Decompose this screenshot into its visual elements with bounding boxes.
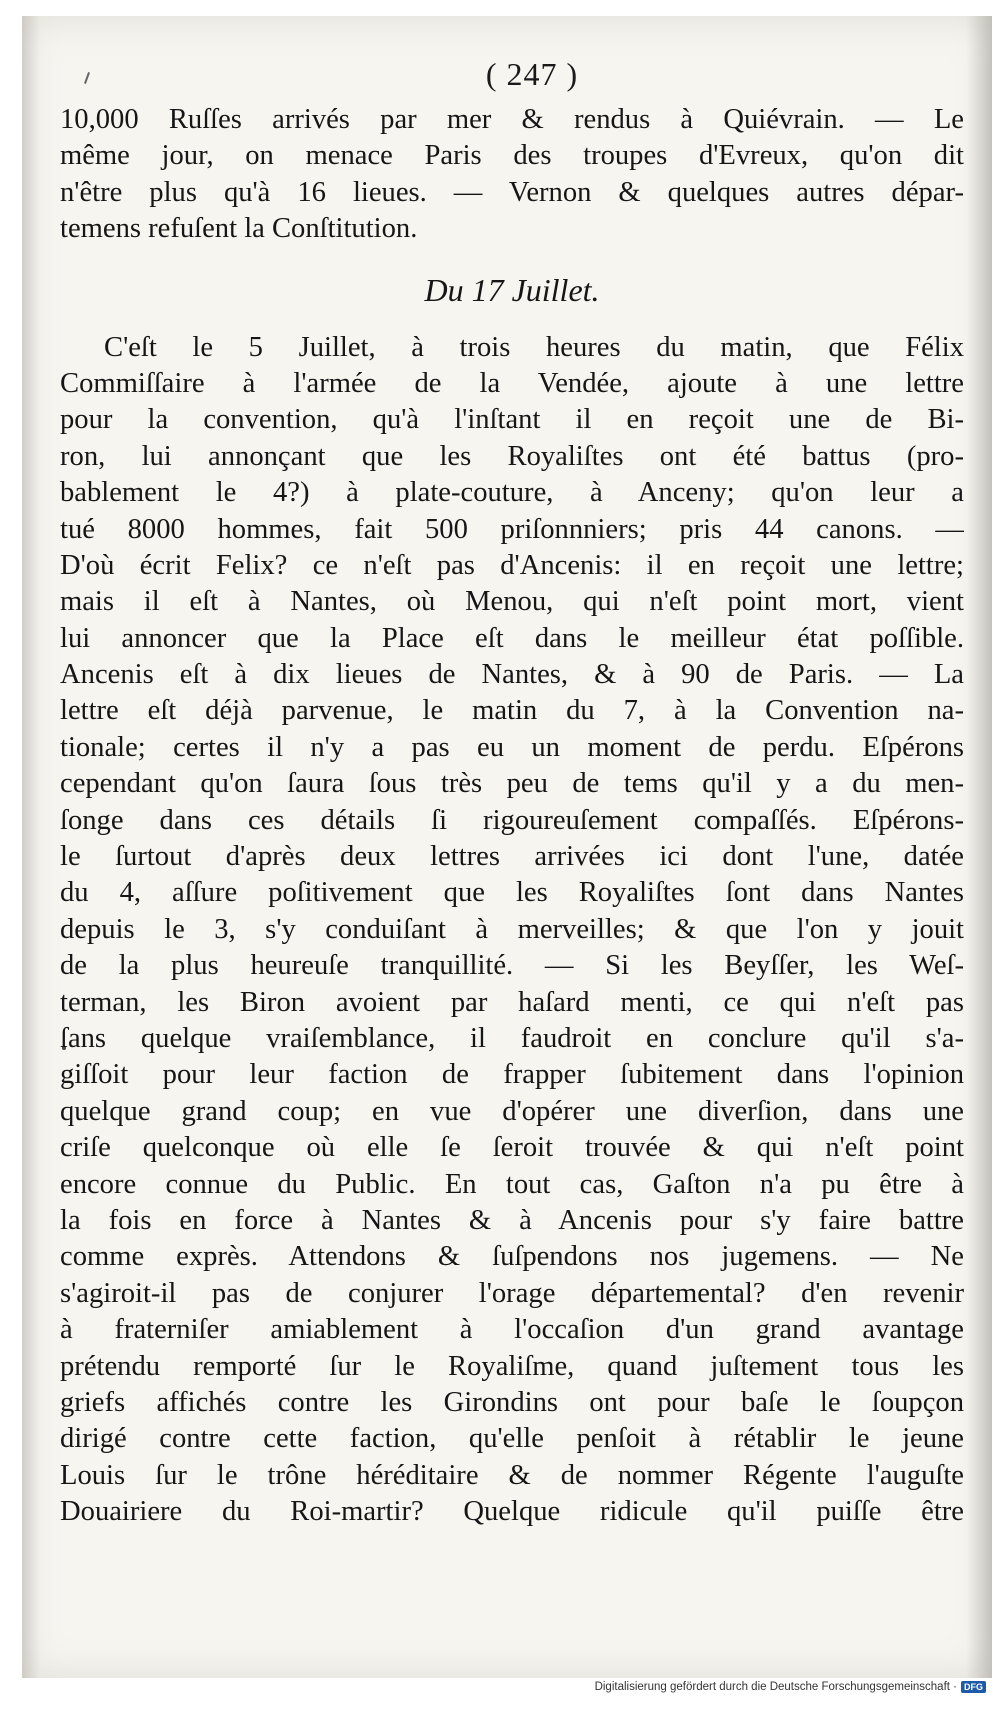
- text-line: s'agiroit-il pas de conjurer l'orage départemental? d'en revenir: [60, 1277, 964, 1309]
- text-line: le ſurtout d'après deux lettres arrivées ici dont l'une, datée: [60, 841, 964, 873]
- book-page: [22, 16, 992, 1678]
- text-line: terman, les Biron avoient par haſard menti, ce qui n'eſt pas: [60, 986, 964, 1018]
- text-line: Louis ſur le trône héréditaire & de nommer Régente l'auguſte: [60, 1459, 964, 1491]
- text-line: 10,000 Ruſſes arrivés par mer & rendus à Quiévrain. — Le: [60, 104, 964, 135]
- text-line: Douairiere du Roi-martir? Quelque ridicule qu'il puiſſe être: [60, 1496, 964, 1528]
- text-line: giſſoit pour leur faction de frapper ſubitement dans l'opinion: [60, 1059, 964, 1091]
- text-line: lettre eſt déjà parvenue, le matin du 7, à la Convention na-: [60, 695, 964, 727]
- text-line: encore connue du Public. En tout cas, Gaſton n'a pu être à: [60, 1168, 964, 1200]
- text-line: ſonge dans ces détails ſi rigoureuſement compaſſés. Eſpérons-: [60, 804, 964, 836]
- text-line: depuis le 3, s'y conduiſant à merveilles; & que l'on y jouit: [60, 913, 964, 945]
- text-line: ſans quelque vraiſemblance, il faudroit en conclure qu'il s'a-: [60, 1022, 964, 1054]
- text-line: comme exprès. Attendons & ſuſpendons nos jugemens. — Ne: [60, 1241, 964, 1273]
- text-line: Ancenis eſt à dix lieues de Nantes, & à 90 de Paris. — La: [60, 659, 964, 691]
- text-line: la fois en force à Nantes & à Ancenis pour s'y faire battre: [60, 1204, 964, 1236]
- text-line: du 4, aſſure poſitivement que les Royaliſtes ſont dans Nantes: [60, 877, 964, 909]
- text-line: de la plus heureuſe tranquillité. — Si les Beyſſer, les Weſ-: [60, 950, 964, 982]
- section-heading: Du 17 Juillet.: [424, 271, 600, 308]
- text-line: griefs affichés contre les Girondins ont pour baſe le ſoupçon: [60, 1386, 964, 1418]
- text-line: D'où écrit Felix? ce n'eſt pas d'Ancenis: il en reçoit une lettre;: [60, 549, 964, 581]
- text-line: temens refuſent la Conſtitution.: [60, 213, 418, 245]
- text-line: à fraterniſer amiablement à l'occaſion d'un grand avantage: [60, 1314, 964, 1346]
- text-line: même jour, on menace Paris des troupes d'Evreux, qu'on dit: [60, 140, 964, 172]
- text-line: bablement le 4?) à plate-couture, à Anceny; qu'on leur a: [60, 477, 964, 509]
- footer-credit-text: Digitalisierung gefördert durch die Deutsche Forschungsgemeinschaft ·: [594, 1681, 957, 1693]
- text-line: prétendu remporté ſur le Royaliſme, quand juſtement tous les: [60, 1350, 964, 1382]
- text-line: C'eſt le 5 Juillet, à trois heures du matin, que Félix: [104, 331, 964, 363]
- page-edge-shadow: [22, 16, 40, 1678]
- page-gutter-shadow: [966, 16, 992, 1678]
- text-line: tué 8000 hommes, fait 500 priſonnniers; pris 44 canons. —: [60, 513, 964, 545]
- text-line: ron, lui annonçant que les Royaliſtes ont été battus (pro-: [60, 440, 964, 472]
- text-line: lui annoncer que la Place eſt dans le meilleur état poſſible.: [60, 622, 964, 654]
- text-line: Commiſſaire à l'armée de la Vendée, ajoute à une lettre: [60, 367, 964, 399]
- text-line: dirigé contre cette faction, qu'elle penſoit à rétablir le jeune: [60, 1423, 964, 1455]
- text-line: quelque grand coup; en vue d'opérer une diverſion, dans une: [60, 1095, 964, 1127]
- text-line: criſe quelconque où elle ſe ſeroit trouvée & qui n'eſt point: [60, 1132, 964, 1164]
- digitization-footer: [595, 1681, 986, 1693]
- page-number: ( 247 ): [485, 56, 579, 92]
- dfg-logo: DFG: [961, 1681, 986, 1693]
- text-line: pour la convention, qu'à l'inſtant il en reçoit une de Bi-: [60, 404, 964, 436]
- text-line: mais il eſt à Nantes, où Menou, qui n'eſt point mort, vient: [60, 586, 964, 618]
- page-body: [60, 102, 964, 1530]
- text-line: tionale; certes il n'y a pas eu un moment de perdu. Eſpérons: [60, 731, 964, 763]
- text-line: cependant qu'on ſaura ſous très peu de tems qu'il y a du men-: [60, 768, 964, 800]
- text-line: n'être plus qu'à 16 lieues. — Vernon & quelques autres dépar-: [60, 176, 964, 208]
